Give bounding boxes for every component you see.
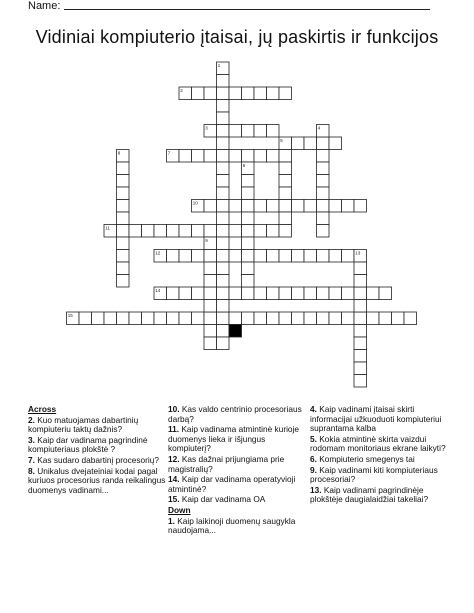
crossword-cell[interactable] — [204, 275, 217, 288]
crossword-cell[interactable] — [217, 125, 230, 138]
crossword-cell[interactable] — [117, 175, 130, 188]
clue-down-4: 4. Kaip vadinami įtaisai skirti informacijai užkuoduoti kompiuteriui suprantama kalba — [310, 404, 442, 434]
crossword-cell[interactable] — [117, 225, 130, 238]
crossword-cell[interactable] — [217, 212, 230, 225]
crossword-cell[interactable] — [342, 312, 355, 325]
crossword-cell[interactable] — [204, 300, 217, 313]
crossword-cell[interactable] — [242, 250, 255, 263]
crossword-cell[interactable] — [292, 137, 305, 150]
crossword-cell[interactable] — [179, 150, 192, 163]
crossword-cell[interactable] — [179, 250, 192, 263]
crossword-cell[interactable] — [367, 287, 380, 300]
clue-across-12: 12. Kas dažnai prijungiama prie magistralių? — [168, 453, 285, 474]
crossword-cell[interactable] — [204, 250, 217, 263]
crossword-cell[interactable] — [217, 87, 230, 100]
crossword-cell[interactable] — [204, 225, 217, 238]
crossword-cell[interactable] — [217, 312, 230, 325]
crossword-cell[interactable] — [192, 150, 205, 163]
crossword-cell[interactable] — [217, 337, 230, 350]
crossword-cell[interactable] — [204, 200, 217, 213]
clue-across-8: 8. Unikalus dvejateiniai kodai pagal kuriuos procesorius randa reikalingus duomenys vadinami... — [28, 465, 166, 495]
crossword-cell[interactable] — [404, 312, 417, 325]
crossword-cell[interactable] — [292, 250, 305, 263]
grid-number-15: 15 — [67, 313, 73, 318]
crossword-cell[interactable] — [229, 225, 242, 238]
crossword-cell[interactable] — [317, 250, 330, 263]
crossword-cell[interactable] — [317, 137, 330, 150]
crossword-cell[interactable] — [117, 262, 130, 275]
crossword-cell[interactable] — [192, 287, 205, 300]
crossword-cell[interactable] — [179, 287, 192, 300]
crossword-cell[interactable] — [179, 225, 192, 238]
crossword-cell[interactable] — [217, 137, 230, 150]
crossword-cell[interactable] — [279, 250, 292, 263]
crossword-cell[interactable] — [217, 75, 230, 88]
crossword-cell[interactable] — [242, 125, 255, 138]
crossword-cell[interactable] — [192, 250, 205, 263]
grid-number-10: 10 — [192, 200, 198, 206]
crossword-cell[interactable] — [204, 87, 217, 100]
crossword-cell[interactable] — [354, 262, 367, 275]
crossword-cell[interactable] — [254, 225, 267, 238]
crossword-cell[interactable] — [267, 312, 280, 325]
crossword-cell[interactable] — [329, 137, 342, 150]
crossword-cell[interactable] — [192, 225, 205, 238]
crossword-cell[interactable] — [354, 362, 367, 375]
crossword-cell[interactable] — [167, 312, 180, 325]
crossword-cell[interactable] — [354, 300, 367, 313]
grid-number-5: 5 — [280, 138, 283, 143]
crossword-cell[interactable] — [279, 225, 292, 238]
crossword-cell[interactable] — [167, 225, 180, 238]
crossword-cell[interactable] — [217, 275, 230, 288]
crossword-cell[interactable] — [254, 250, 267, 263]
crossword-cell[interactable] — [317, 312, 330, 325]
crossword-cell[interactable] — [192, 87, 205, 100]
crossword-cell[interactable] — [242, 225, 255, 238]
crossword-cell[interactable] — [179, 312, 192, 325]
clue-across-11: 11. Kaip vadinama atmintinė kurioje duomenys lieka ir išjungus kompiuterį? — [168, 424, 299, 454]
crossword-cell[interactable] — [129, 312, 142, 325]
crossword-cell[interactable] — [204, 337, 217, 350]
crossword-cell[interactable] — [317, 187, 330, 200]
crossword-cell[interactable] — [354, 375, 367, 388]
crossword-cell[interactable] — [254, 200, 267, 213]
crossword-cell[interactable] — [154, 312, 167, 325]
crossword-cell[interactable] — [204, 287, 217, 300]
crossword-cell[interactable] — [242, 275, 255, 288]
page-title: Vidiniai kompiuterio įtaisai, jų paskirtis ir funkcijos — [35, 27, 439, 47]
crossword-cell[interactable] — [279, 150, 292, 163]
crossword-cell[interactable] — [267, 225, 280, 238]
crossword-cell[interactable] — [242, 187, 255, 200]
crossword-cell[interactable] — [279, 287, 292, 300]
crossword-cell[interactable] — [354, 337, 367, 350]
down-heading: Down — [168, 504, 191, 515]
crossword-cell[interactable] — [192, 312, 205, 325]
crossword-cell[interactable] — [229, 125, 242, 138]
crossword-cell[interactable] — [354, 312, 367, 325]
crossword-cell[interactable] — [317, 225, 330, 238]
crossword-cell[interactable] — [242, 200, 255, 213]
grid-number-1: 1 — [217, 63, 221, 68]
crossword-cell[interactable] — [242, 175, 255, 188]
crossword-cell[interactable] — [354, 275, 367, 288]
clues-column-3 — [310, 405, 450, 506]
crossword-cell[interactable] — [217, 262, 230, 275]
grid-number-7: 7 — [167, 150, 171, 156]
clue-across-7: 7. Kas sudaro dabartinį procesorių? — [28, 454, 159, 465]
crossword-cell[interactable] — [229, 200, 242, 213]
crossword-cell[interactable] — [129, 225, 142, 238]
crossword-cell[interactable] — [279, 87, 292, 100]
crossword-cell[interactable] — [304, 250, 317, 263]
crossword-cell[interactable] — [267, 125, 280, 138]
crossword-cell[interactable] — [392, 312, 405, 325]
grid-number-9: 9 — [205, 238, 208, 243]
crossword-cell[interactable] — [279, 175, 292, 188]
crossword-cell[interactable] — [304, 287, 317, 300]
clue-across-14: 14. Kaip dar vadinama operatyvioji atmintinė? — [168, 474, 296, 494]
crossword-cell[interactable] — [117, 275, 130, 288]
crossword-cell[interactable] — [292, 287, 305, 300]
crossword-cell[interactable] — [317, 175, 330, 188]
clues-column-2 — [168, 405, 306, 537]
crossword-cell[interactable] — [229, 150, 242, 163]
crossword-cell[interactable] — [329, 312, 342, 325]
crossword-cell[interactable] — [304, 200, 317, 213]
crossword-cell[interactable] — [167, 287, 180, 300]
crossword-cell[interactable] — [279, 212, 292, 225]
crossword-cell[interactable] — [217, 150, 230, 163]
crossword-cell[interactable] — [167, 250, 180, 263]
crossword-cell[interactable] — [292, 312, 305, 325]
crossword-cell[interactable] — [204, 325, 217, 338]
crossword-cell[interactable] — [242, 262, 255, 275]
crossword-cell[interactable] — [242, 312, 255, 325]
crossword-cell[interactable] — [254, 87, 267, 100]
crossword-cell[interactable] — [79, 312, 92, 325]
crossword-cell[interactable] — [379, 287, 392, 300]
crossword-cell[interactable] — [242, 237, 255, 250]
crossword-cell[interactable] — [104, 312, 117, 325]
crossword-cell[interactable] — [217, 300, 230, 313]
crossword-cell[interactable] — [267, 200, 280, 213]
crossword-cell[interactable] — [267, 250, 280, 263]
clue-across-15: 15. Kaip dar vadinama OA — [168, 494, 266, 505]
crossword-cell[interactable] — [229, 287, 242, 300]
crossword-cell[interactable] — [317, 150, 330, 163]
crossword-cell[interactable] — [117, 187, 130, 200]
crossword-cell[interactable] — [354, 325, 367, 338]
crossword-cell[interactable] — [229, 250, 242, 263]
grid-number-6: 6 — [242, 163, 246, 168]
crossword-cell[interactable] — [217, 325, 230, 338]
crossword-cell[interactable] — [279, 312, 292, 325]
clue-across-3: 3. Kaip dar vadinama pagrindinė kompiuteriaus plokštė ? — [28, 434, 148, 455]
crossword-cell[interactable] — [354, 287, 367, 300]
clue-down-13: 13. Kaip vadinami pagrindinėje plokštėje daugialaidžiai takeliai? — [310, 484, 429, 505]
crossword-cell[interactable] — [204, 312, 217, 325]
clue-down-9: 9. Kaip vadinami kiti kompiuteriaus procesoriai? — [310, 464, 438, 485]
grid-number-3: 3 — [205, 125, 208, 131]
crossword-cell[interactable] — [142, 312, 155, 325]
crossword-cell[interactable] — [367, 312, 380, 325]
crossword-cell[interactable] — [92, 312, 105, 325]
crossword-black-cell — [229, 325, 242, 338]
crossword-cell[interactable] — [354, 200, 367, 213]
crossword-cell[interactable] — [217, 237, 230, 250]
crossword-cell[interactable] — [279, 187, 292, 200]
crossword-cell[interactable] — [217, 250, 230, 263]
clue-across-10: 10. Kas valdo centrinio procesoriaus darbą? — [168, 404, 302, 424]
crossword-cell[interactable] — [379, 312, 392, 325]
crossword-cell[interactable] — [267, 287, 280, 300]
crossword-cell[interactable] — [242, 287, 255, 300]
crossword-cell[interactable] — [204, 262, 217, 275]
crossword-cell[interactable] — [304, 312, 317, 325]
crossword-cell[interactable] — [342, 200, 355, 213]
crossword-cell[interactable] — [242, 212, 255, 225]
crossword-cell[interactable] — [254, 287, 267, 300]
grid-number-13: 13 — [355, 250, 361, 256]
crossword-cell[interactable] — [117, 312, 130, 325]
crossword-cell[interactable] — [279, 162, 292, 175]
name-label: Name: — [28, 0, 61, 12]
crossword-cell[interactable] — [254, 125, 267, 138]
crossword-cell[interactable] — [304, 137, 317, 150]
crossword-cell[interactable] — [117, 237, 130, 250]
crossword-cell[interactable] — [217, 100, 230, 113]
crossword-cell[interactable] — [217, 175, 230, 188]
crossword-cell[interactable] — [329, 250, 342, 263]
grid-number-8: 8 — [117, 150, 121, 156]
crossword-cell[interactable] — [117, 250, 130, 263]
crossword-cell[interactable] — [242, 150, 255, 163]
crossword-cell[interactable] — [329, 287, 342, 300]
clue-down-1: 1. Kaip laikinoji duomenų saugykla naudojama... — [168, 515, 296, 536]
crossword-cell[interactable] — [267, 87, 280, 100]
grid-number-11: 11 — [105, 225, 110, 231]
crossword-cell[interactable] — [217, 112, 230, 125]
across-heading: Across — [28, 404, 57, 414]
crossword-cell[interactable] — [317, 212, 330, 225]
crossword-cell[interactable] — [217, 162, 230, 175]
clues-column-1 — [28, 405, 168, 496]
clue-across-2: 2. Kuo matuojamas dabartinių kompiuteriu taktų dažnis? — [28, 414, 139, 435]
crossword-cell[interactable] — [217, 225, 230, 238]
crossword-cell[interactable] — [117, 200, 130, 213]
crossword-cell[interactable] — [329, 200, 342, 213]
clue-down-5: 5. Kokia atmintinė skirta vaizdui rodomam monitoriaus ekrane laikyti? — [310, 433, 446, 454]
crossword-cell[interactable] — [354, 350, 367, 363]
clue-down-6: 6. Kompiuterio smegenys tai — [310, 453, 415, 464]
crossword-cell[interactable] — [342, 250, 355, 263]
grid-number-14: 14 — [155, 288, 161, 293]
crossword-cell[interactable] — [217, 187, 230, 200]
crossword-cell[interactable] — [279, 200, 292, 213]
crossword-cell[interactable] — [217, 200, 230, 213]
crossword-cell[interactable] — [254, 150, 267, 163]
crossword-cell[interactable] — [142, 225, 155, 238]
crossword-cell[interactable] — [342, 287, 355, 300]
crossword-cell[interactable] — [317, 200, 330, 213]
crossword-cell[interactable] — [267, 150, 280, 163]
grid-number-12: 12 — [155, 250, 161, 256]
crossword-cell[interactable] — [254, 312, 267, 325]
crossword-cell[interactable] — [292, 200, 305, 213]
crossword-cell[interactable] — [242, 87, 255, 100]
crossword-cell[interactable] — [317, 287, 330, 300]
crossword-cell[interactable] — [204, 150, 217, 163]
grid-number-2: 2 — [180, 88, 183, 93]
crossword-cell[interactable] — [154, 225, 167, 238]
crossword-cell[interactable] — [317, 162, 330, 175]
crossword-cell[interactable] — [117, 212, 130, 225]
crossword-cell[interactable] — [229, 312, 242, 325]
crossword-cell[interactable] — [217, 287, 230, 300]
crossword-cell[interactable] — [117, 162, 130, 175]
grid-number-4: 4 — [317, 125, 321, 131]
crossword-cell[interactable] — [229, 87, 242, 100]
